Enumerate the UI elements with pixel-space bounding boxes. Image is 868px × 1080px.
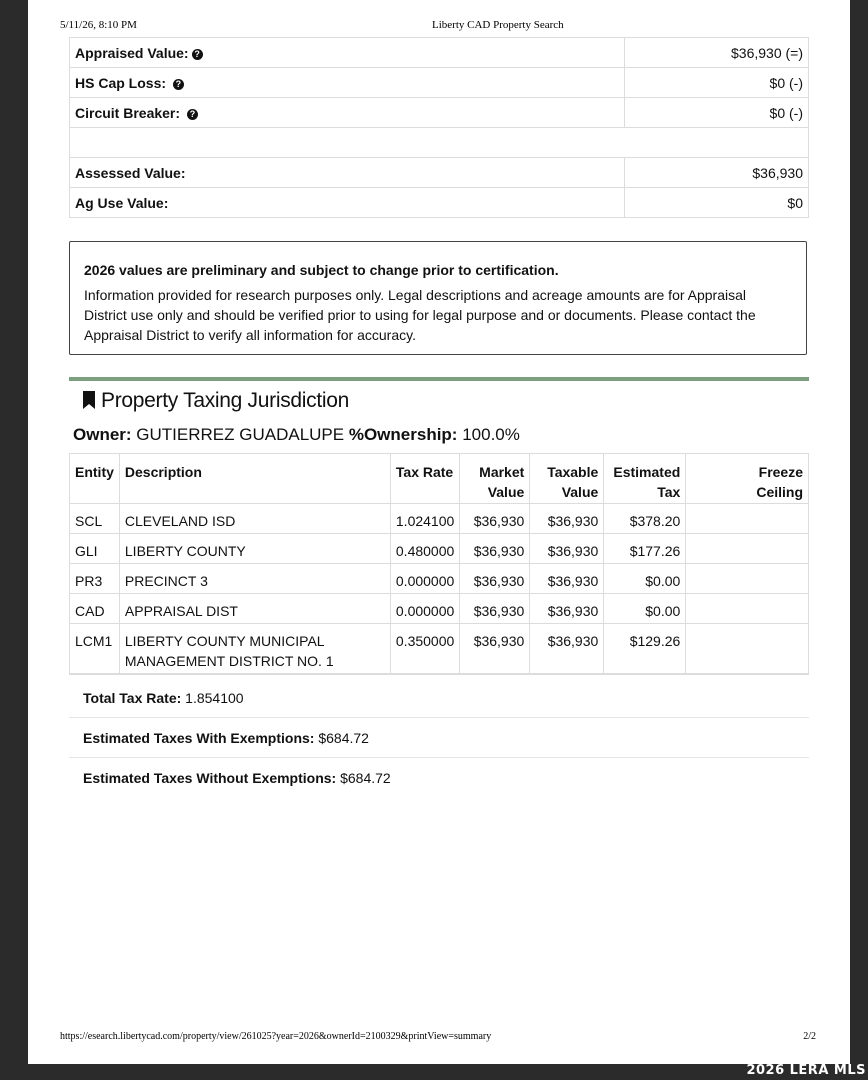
section-divider <box>69 377 809 381</box>
cell-freeze-ceiling <box>686 534 809 564</box>
help-icon[interactable]: ? <box>187 109 198 120</box>
help-icon[interactable]: ? <box>173 79 184 90</box>
summary-without-exemptions <box>69 758 809 798</box>
preliminary-notice <box>69 241 807 355</box>
cell-description: CLEVELAND ISD <box>119 504 390 534</box>
cell-estimated-tax: $129.26 <box>604 624 686 674</box>
value-amount: $0 <box>625 188 809 218</box>
owner-line <box>73 425 520 445</box>
value-label: Circuit Breaker: <box>75 104 181 121</box>
empty-cell <box>70 128 809 158</box>
value-row-assessed <box>70 158 809 188</box>
ownership-label: %Ownership: <box>348 425 458 444</box>
col-market-value-line1: Market <box>479 464 525 480</box>
table-row <box>70 624 809 674</box>
summary-label: Total Tax Rate: <box>83 690 182 706</box>
notice-body: Information provided for research purposes only. Legal descriptions and acreage amounts are for Appraisal District use only and should be verified prior to using for legal purpose and or documents. Please contact the Appraisal District to verify all information for accuracy. <box>84 287 756 343</box>
cell-freeze-ceiling <box>686 624 809 674</box>
summary-value: $684.72 <box>318 730 369 746</box>
cell-entity: GLI <box>70 534 120 564</box>
col-taxable-value <box>530 454 604 504</box>
cell-market-value: $36,930 <box>460 504 530 534</box>
cell-taxable-value: $36,930 <box>530 564 604 594</box>
cell-description: LIBERTY COUNTY <box>119 534 390 564</box>
tax-summary <box>69 678 809 798</box>
value-row-appraised <box>70 38 809 68</box>
bookmark-icon <box>82 391 96 409</box>
summary-label: Estimated Taxes Without Exemptions: <box>83 770 337 786</box>
table-row <box>70 504 809 534</box>
summary-with-exemptions <box>69 718 809 758</box>
cell-entity: PR3 <box>70 564 120 594</box>
cell-tax-rate: 0.000000 <box>390 594 459 624</box>
col-freeze-ceiling <box>686 454 809 504</box>
notice-heading: 2026 values are preliminary and subject to change prior to certification. <box>84 262 559 278</box>
cell-freeze-ceiling <box>686 564 809 594</box>
cell-description: PRECINCT 3 <box>119 564 390 594</box>
cell-market-value: $36,930 <box>460 534 530 564</box>
cell-tax-rate: 0.350000 <box>390 624 459 674</box>
cell-market-value: $36,930 <box>460 624 530 674</box>
print-datetime: 5/11/26, 8:10 PM <box>60 19 137 31</box>
tax-table <box>69 453 809 675</box>
value-amount: $36,930 <box>625 158 809 188</box>
table-row <box>70 564 809 594</box>
value-row-circuit-breaker <box>70 98 809 128</box>
col-market-value <box>460 454 530 504</box>
cell-description: LIBERTY COUNTY MUNICIPAL MANAGEMENT DISTRICT NO. 1 <box>119 624 390 674</box>
value-label: Appraised Value: <box>75 44 189 61</box>
cell-freeze-ceiling <box>686 504 809 534</box>
print-title: Liberty CAD Property Search <box>432 19 564 31</box>
cell-entity: LCM1 <box>70 624 120 674</box>
value-label: Assessed Value: <box>70 158 625 188</box>
print-header <box>60 19 818 33</box>
summary-label: Estimated Taxes With Exemptions: <box>83 730 315 746</box>
value-amount: $36,930 (=) <box>625 38 809 68</box>
tax-table-header <box>70 454 809 504</box>
value-label: HS Cap Loss: <box>75 74 167 91</box>
cell-taxable-value: $36,930 <box>530 504 604 534</box>
watermark: 2026 LERA MLS <box>746 1063 866 1078</box>
page-number: 2/2 <box>803 1031 816 1042</box>
col-market-value-line2: Value <box>487 484 525 500</box>
cell-estimated-tax: $177.26 <box>604 534 686 564</box>
col-estimated-tax-line1: Estimated <box>613 464 681 480</box>
cell-taxable-value: $36,930 <box>530 624 604 674</box>
ownership-value: 100.0% <box>462 425 520 444</box>
print-footer <box>60 1031 818 1045</box>
table-row <box>70 594 809 624</box>
cell-tax-rate: 0.480000 <box>390 534 459 564</box>
col-estimated-tax <box>604 454 686 504</box>
value-amount: $0 (-) <box>625 68 809 98</box>
value-amount: $0 (-) <box>625 98 809 128</box>
col-description: Description <box>119 454 390 504</box>
jurisdiction-title: Property Taxing Jurisdiction <box>101 389 349 412</box>
value-row-hs-cap-loss <box>70 68 809 98</box>
values-table <box>69 37 809 218</box>
cell-freeze-ceiling <box>686 594 809 624</box>
print-url: https://esearch.libertycad.com/property/view/261025?year=2026&ownerId=2100329&printView=summary <box>60 1031 492 1042</box>
col-taxable-value-line2: Value <box>561 484 599 500</box>
col-estimated-tax-line2: Tax <box>657 484 681 500</box>
col-tax-rate: Tax Rate <box>390 454 459 504</box>
cell-market-value: $36,930 <box>460 594 530 624</box>
cell-estimated-tax: $378.20 <box>604 504 686 534</box>
cell-estimated-tax: $0.00 <box>604 564 686 594</box>
owner-label: Owner: <box>73 425 132 444</box>
help-icon[interactable]: ? <box>192 49 203 60</box>
col-entity: Entity <box>70 454 120 504</box>
cell-entity: SCL <box>70 504 120 534</box>
cell-description: APPRAISAL DIST <box>119 594 390 624</box>
owner-name: GUTIERREZ GUADALUPE <box>136 425 345 444</box>
col-freeze-ceiling-line1: Freeze <box>758 464 803 480</box>
table-row <box>70 534 809 564</box>
cell-market-value: $36,930 <box>460 564 530 594</box>
col-freeze-ceiling-line2: Ceiling <box>756 484 803 500</box>
value-row-ag-use <box>70 188 809 218</box>
print-page <box>28 0 850 1064</box>
cell-tax-rate: 1.024100 <box>390 504 459 534</box>
cell-estimated-tax: $0.00 <box>604 594 686 624</box>
cell-tax-rate: 0.000000 <box>390 564 459 594</box>
cell-entity: CAD <box>70 594 120 624</box>
summary-total-tax-rate <box>69 678 809 718</box>
value-label: Ag Use Value: <box>70 188 625 218</box>
summary-value: $684.72 <box>340 770 391 786</box>
col-taxable-value-line1: Taxable <box>547 464 599 480</box>
cell-taxable-value: $36,930 <box>530 594 604 624</box>
summary-value: 1.854100 <box>185 690 244 706</box>
section-title <box>82 389 349 413</box>
cell-taxable-value: $36,930 <box>530 534 604 564</box>
value-row-empty <box>70 128 809 158</box>
